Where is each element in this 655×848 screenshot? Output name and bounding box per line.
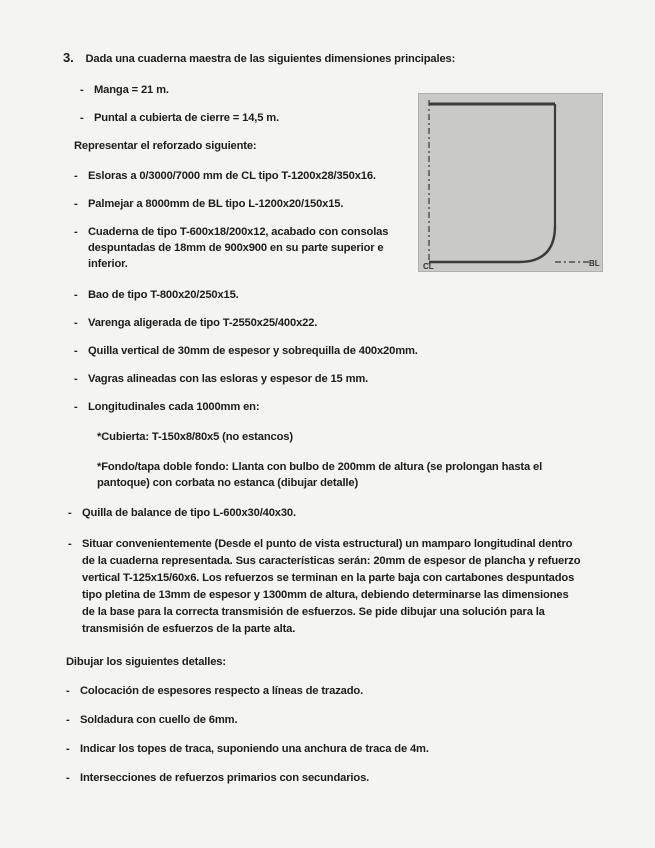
item-bao: - Bao de tipo T-800x20/250x15. bbox=[74, 289, 239, 301]
detail-topes-traca: - Indicar los topes de traca, suponiendo una anchura de traca de 4m. bbox=[66, 743, 429, 755]
question-header bbox=[63, 50, 455, 65]
dimension-puntal: - Puntal a cubierta de cierre = 14,5 m. bbox=[80, 112, 280, 124]
cl-label: CL bbox=[423, 262, 434, 271]
item-mamparo-line-3: vertical T-125x15/60x6. Los refuerzos se terminan en la parte baja con cartabones despuntados bbox=[82, 572, 575, 584]
item-longitudinales: - Longitudinales cada 1000mm en: bbox=[74, 401, 260, 413]
item-mamparo-line-2: de la cuaderna representada. Sus características serán: 20mm de espesor de plancha y refuerzo bbox=[82, 555, 581, 567]
question-number: 3. bbox=[63, 50, 74, 65]
item-fondo-line-1: *Fondo/tapa doble fondo: Llanta con bulbo de 200mm de altura (se prolongan hasta el bbox=[97, 461, 543, 473]
item-cuaderna-line-2: despuntadas de 18mm de 900x900 en su parte superior e bbox=[88, 242, 384, 254]
item-quilla-balance: - Quilla de balance de tipo L-600x30/40x30. bbox=[68, 507, 296, 519]
bl-label: BL bbox=[589, 259, 600, 268]
item-quilla-vertical: - Quilla vertical de 30mm de espesor y sobrequilla de 400x20mm. bbox=[74, 345, 418, 357]
item-esloras: - Esloras a 0/3000/7000 mm de CL tipo T-1200x28/350x16. bbox=[74, 170, 376, 182]
detail-soldadura: - Soldadura con cuello de 6mm. bbox=[66, 714, 238, 726]
item-fondo-line-2: pantoque) con corbata no estanca (dibujar detalle) bbox=[97, 477, 359, 489]
reinforcement-heading: Representar el reforzado siguiente: bbox=[74, 140, 257, 152]
item-cubierta: *Cubierta: T-150x8/80x5 (no estancos) bbox=[97, 431, 293, 443]
details-heading: Dibujar los siguientes detalles: bbox=[66, 656, 226, 668]
dimension-manga: - Manga = 21 m. bbox=[80, 84, 169, 96]
item-palmejar: - Palmejar a 8000mm de BL tipo L-1200x20/150x15. bbox=[74, 198, 344, 210]
midship-section-drawing bbox=[419, 94, 602, 271]
item-vagras: - Vagras alineadas con las esloras y espesor de 15 mm. bbox=[74, 373, 369, 385]
detail-intersecciones: - Intersecciones de refuerzos primarios con secundarios. bbox=[66, 772, 370, 784]
item-cuaderna-line-3: inferior. bbox=[88, 258, 128, 270]
bilge-curve bbox=[519, 226, 555, 262]
item-varenga: - Varenga aligerada de tipo T-2550x25/400x22. bbox=[74, 317, 318, 329]
item-cuaderna-line-1: - Cuaderna de tipo T-600x18/200x12, acabado con consolas bbox=[74, 226, 389, 238]
midship-section-figure bbox=[418, 93, 603, 272]
question-intro: Dada una cuaderna maestra de las siguientes dimensiones principales: bbox=[85, 53, 456, 65]
detail-espesores: - Colocación de espesores respecto a líneas de trazado. bbox=[66, 685, 364, 697]
item-mamparo-line-5: de la base para la correcta transmisión de esfuerzos. Se pide dibujar una solución para la bbox=[82, 606, 545, 618]
item-mamparo-line-6: transmisión de esfuerzos de la parte alta. bbox=[82, 623, 296, 635]
item-mamparo-line-1: - Situar convenientemente (Desde el punto de vista estructural) un mamparo longitudinal dentro bbox=[68, 538, 573, 550]
item-mamparo-line-4: tipo pletina de 13mm de espesor y 1300mm de altura, debiendo determinarse las dimensiones bbox=[82, 589, 569, 601]
